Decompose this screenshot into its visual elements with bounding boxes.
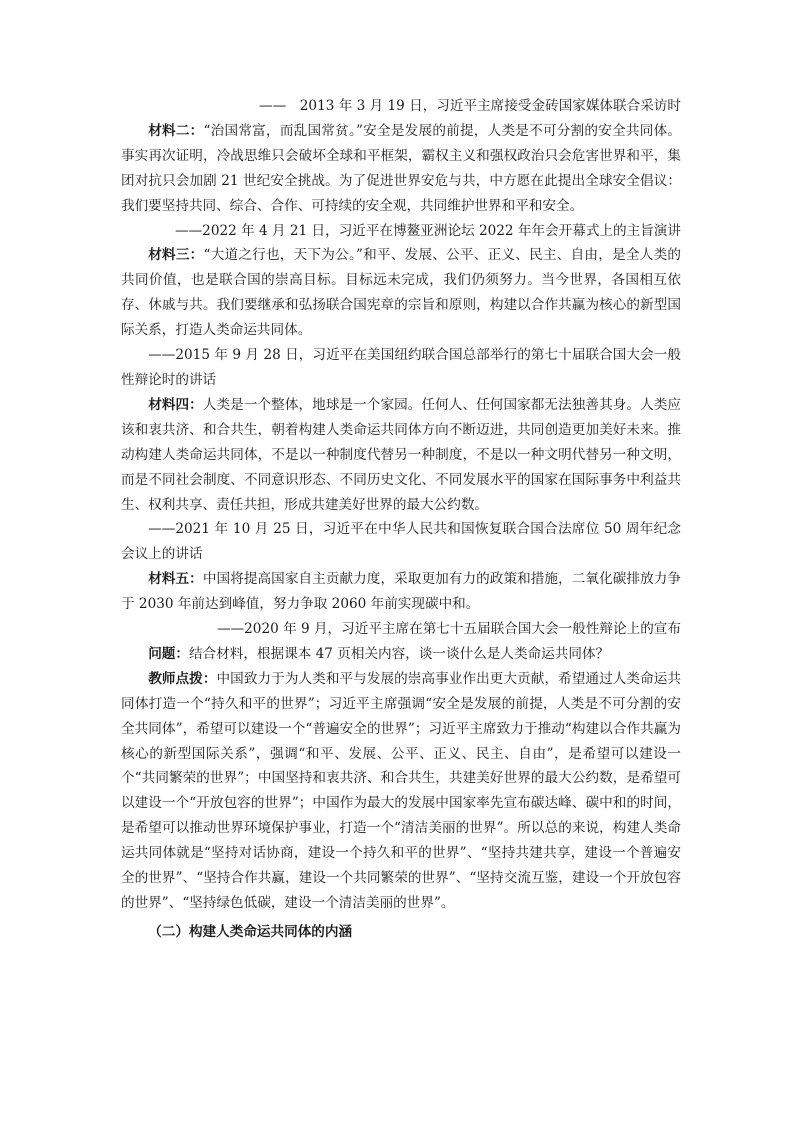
question	[121, 642, 681, 667]
teacher-note-text: 中国致力于为人类和平与发展的崇高事业作出更大贡献，希望通过人类命运共同体打造一个“持久和平的世界”；习近平主席强调“安全是发展的前提，人类是不可分割的安全共同体”，希望可以建设一个“普遍安全的世界”；习近平主席致力于推动“构建以合作共赢为核心的新型国际关系”，强调“和平、发展、公平、正义、民主、自由”，是希望可以建设一个“共同繁荣的世界”；中国坚持和衷共济、和合共生，共建美好世界的最大公约数，是希望可以建设一个“开放包容的世界”；中国作为最大的发展中国家率先宣布碳达峰、碳中和的时间，是希望可以推动世界环境保护事业，打造一个“清洁美丽的世界”。所以总的来说，构建人类命运共同体就是“坚持对话协商，建设一个持久和平的世界”、“坚持共建共享，建设一个普遍安全的世界”、“坚持合作共赢，建设一个共同繁荣的世界”、“坚持交流互鉴，建设一个开放包容的世界”、“坚持绿色低碳，建设一个清洁美丽的世界”。	[121, 670, 682, 911]
teacher-note	[121, 667, 681, 916]
document-content	[121, 94, 681, 945]
material-four-text: 人类是一个整体，地球是一个家园。任何人、任何国家都无法独善其身。人类应该和衷共济、和合共生，朝着构建人类命运共同体方向不断迈进，共同创造更加美好未来。推动构建人类命运共同体，不是以一种制度代替另一种制度，不是以一种文明代替另一种文明，而是不同社会制度、不同意识形态、不同历史文化、不同发展水平的国家在国际事务中利益共生、权利共享、责任共担，形成共建美好世界的最大公约数。	[121, 396, 681, 513]
citation-2022: ——2022 年 4 月 21 日，习近平在博鳌亚洲论坛 2022 年年会开幕式上的主旨演讲	[174, 222, 681, 239]
citation-2013: —— 2013 年 3 月 19 日，习近平主席接受金砖国家媒体联合采访时	[259, 98, 681, 114]
question-label: 问题：	[148, 645, 189, 662]
teacher-note-label: 教师点拨：	[148, 670, 217, 687]
material-three	[121, 243, 681, 343]
material-two-text: “治国常富，而乱国常贫。”安全是发展的前提，人类是不可分割的安全共同体。事实再次证明，冷战思维只会破坏全球和平框架，霸权主义和强权政治只会危害世界和平，集团对抗只会加剧 21 世纪安全挑战。为了促进世界安危与共，中方愿在此提出全球安全倡议：我们要坚持共同、综合、合作、可持续的安全观，共同维护世界和平和安全。	[121, 122, 681, 214]
citation-2021: ——2021 年 10 月 25 日，习近平在中华人民共和国恢复联合国合法席位 50 周年纪念会议上的讲话	[121, 521, 681, 563]
citation-2015: ——2015 年 9 月 28 日，习近平在美国纽约联合国总部举行的第七十届联合国大会一般性辩论时的讲话	[121, 347, 681, 388]
material-five-text: 中国将提高国家自主贡献力度，采取更加有力的政策和措施，二氧化碳排放力争于 2030 年前达到峰值，努力争取 2060 年前实现碳中和。	[121, 571, 681, 613]
material-three-label: 材料三：	[148, 247, 204, 264]
question-text: 结合材料，根据课本 47 页相关内容，谈一谈什么是人类命运共同体？	[188, 645, 610, 662]
material-five-label: 材料五：	[148, 571, 203, 588]
material-two	[121, 119, 681, 219]
section-heading: （二）构建人类命运共同体的内涵	[148, 923, 353, 940]
material-three-text: “大道之行也，天下为公。”和平、发展、公平、正义、民主、自由，是全人类的共同价值，也是联合国的崇高目标。目标远未完成，我们仍须努力。当今世界，各国相互依存、休戚与共。我们要继承和弘扬联合国宪章的宗旨和原则，构建以合作共赢为核心的新型国际关系，打造人类命运共同体。	[121, 247, 681, 339]
citation-2020: ——2020 年 9 月，习近平主席在第七十五届联合国大会一般性辩论上的宣布	[216, 621, 681, 638]
material-five	[121, 567, 681, 617]
material-four-label: 材料四：	[148, 396, 203, 413]
material-four	[121, 393, 681, 518]
material-two-label: 材料二：	[148, 122, 204, 139]
